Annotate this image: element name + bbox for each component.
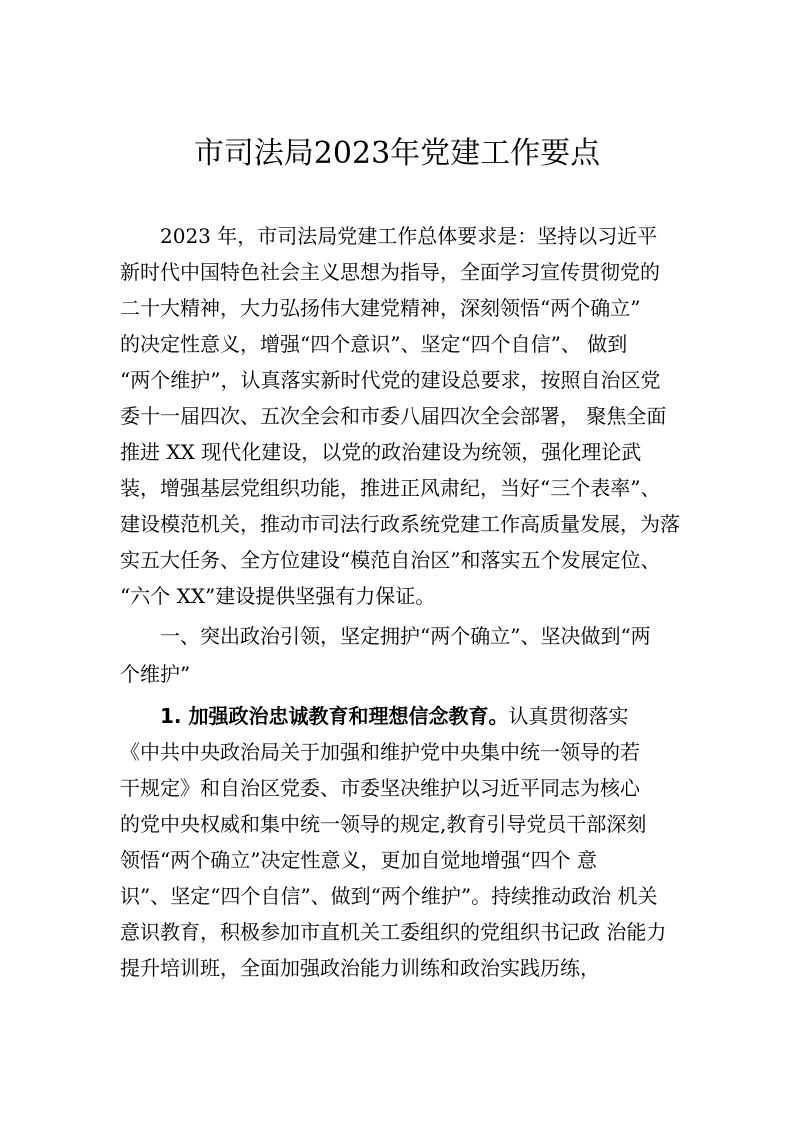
paragraph-line: 领悟“两个确立”决定性意义，更加自觉地增强“四个 意 [120,848,598,872]
paragraph-line: 干规定》和自治区党委、市委坚决维护以习近平同志为核心 [120,776,640,800]
paragraph-line: “两个维护”，认真落实新时代党的建设总要求，按照自治区党 [120,368,661,392]
section-heading-line: 一、突出政治引领，坚定拥护“两个确立”、坚决做到“两 [160,624,651,648]
document-title: 市司法局2023年党建工作要点 [193,136,601,171]
paragraph-line: 识”、坚定“四个自信”、做到“两个维护”。持续推动政治 机关 [120,884,658,908]
paragraph-line: 委十一届四次、五次全会和市委八届四次全会部署， 聚焦全面 [120,404,667,428]
item-1-text: 认真贯彻落实 [508,704,629,728]
item-1-heading: 1. 加强政治忠诚教育和理想信念教育。 [160,704,509,728]
paragraph-line: 提升培训班，全面加强政治能力训练和政治实践历练， [120,956,600,980]
section-heading-line: 个维护” [120,662,191,686]
paragraph-line: 推进 XX 现代化建设，以党的政治建设为统领，强化理论武 [120,440,642,464]
paragraph-line: 二十大精神，大力弘扬伟大建党精神，深刻领悟“两个确立” [120,296,641,320]
paragraph-line: 2023 年，市司法局党建工作总体要求是：坚持以习近平 [160,224,658,248]
paragraph-line: 实五大任务、全方位建设“模范自治区”和落实五个发展定位、 [120,548,661,572]
paragraph-line: “六个 XX”建设提供坚强有力保证。 [120,584,436,608]
item-1-first-line [160,702,628,730]
paragraph-line: 意识教育，积极参加市直机关工委组织的党组织书记政 治能力 [120,920,667,944]
paragraph-line: 的决定性意义，增强“四个意识”、坚定“四个自信”、 做到 [120,332,628,356]
paragraph-line: 装，增强基层党组织功能，推进正风肃纪，当好“三个表率”、 [120,476,661,500]
paragraph-line: 的党中央权威和集中统一领导的规定,教育引导党员干部深刻 [120,812,647,836]
paragraph-line: 《中共中央政治局关于加强和维护党中央集中统一领导的若 [120,740,640,764]
paragraph-line: 新时代中国特色社会主义思想为指导，全面学习宣传贯彻党的 [120,260,660,284]
paragraph-line: 建设模范机关，推动市司法行政系统党建工作高质量发展，为落 [120,512,680,536]
